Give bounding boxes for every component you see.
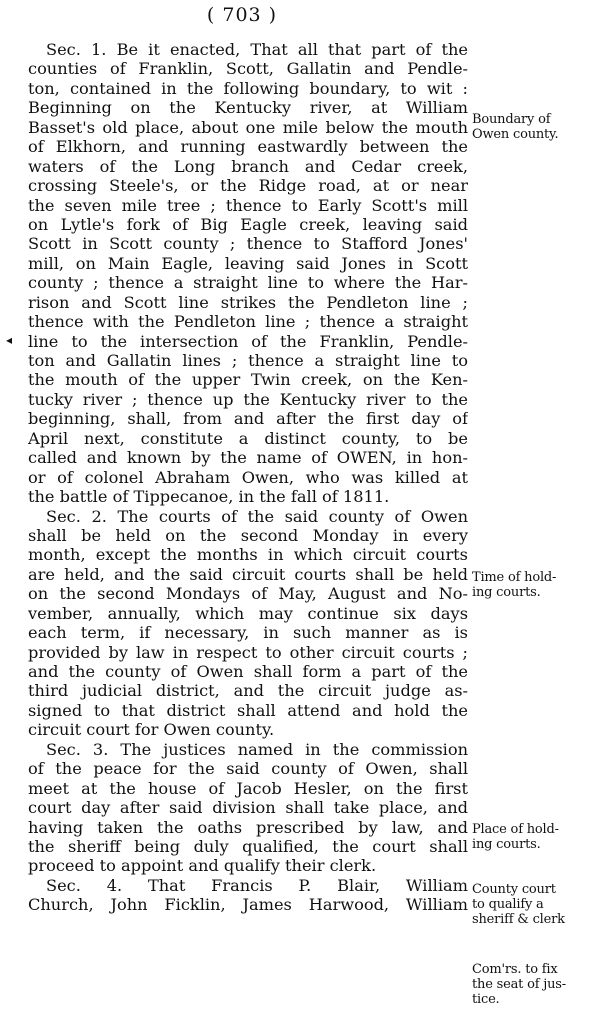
- text-line: the mouth of the upper Twin creek, on the Ken-: [28, 370, 468, 390]
- text-line: of the peace for the said county of Owen, shall: [28, 759, 468, 779]
- text-line: Sec. 3. The justices named in the commission: [46, 739, 468, 759]
- text-line: of Elkhorn, and running eastwardly between the: [28, 137, 468, 157]
- text-line: are held, and the said circuit courts shall be held: [28, 564, 468, 584]
- text-line: Basset's old place, about one mile below the mouth: [28, 117, 468, 137]
- text-line: each term, if necessary, in such manner as is: [28, 623, 468, 643]
- text-line: the battle of Tippecanoe, in the fall of 1811.: [28, 487, 390, 507]
- text-line: the seven mile tree ; thence to Early Scott's mill: [28, 195, 468, 215]
- body-text: [28, 40, 468, 915]
- text-line: Beginning on the Kentucky river, at William: [28, 98, 468, 118]
- text-line: county ; thence a straight line to where the Har-: [28, 273, 468, 293]
- text-line: Sec. 4. That Francis P. Blair, William: [46, 875, 468, 895]
- text-line: tucky river ; thence up the Kentucky river to the: [28, 389, 468, 409]
- text-line: the sheriff being duly qualified, the court shall: [28, 836, 468, 856]
- text-line: meet at the house of Jacob Hesler, on the first: [28, 778, 468, 798]
- text-line: or of colonel Abraham Owen, who was killed at: [28, 467, 468, 487]
- text-line: ton, contained in the following boundary, to wit :: [28, 78, 468, 98]
- margin-note-place-of-holding-courts: Place of hold- ing courts.: [472, 822, 559, 852]
- text-line: on the second Mondays of May, August and No-: [28, 584, 468, 604]
- text-line: counties of Franklin, Scott, Gallatin and Pendle-: [28, 59, 468, 79]
- text-line: rison and Scott line strikes the Pendleton line ;: [28, 292, 468, 312]
- margin-note-boundary: Boundary of Owen county.: [472, 112, 559, 142]
- text-line: Scott in Scott county ; thence to Stafford Jones': [28, 234, 468, 254]
- text-line: circuit court for Owen county.: [28, 720, 275, 740]
- margin-arrow-mark: ◂: [6, 333, 13, 347]
- page-number: ( 703 ): [206, 4, 278, 26]
- text-line: shall be held on the second Monday in every: [28, 525, 468, 545]
- text-line: April next, constitute a distinct county, to be: [28, 428, 468, 448]
- text-line: provided by law in respect to other circuit courts ;: [28, 642, 468, 662]
- text-line: vember, annually, which may continue six days: [28, 603, 468, 623]
- text-line: mill, on Main Eagle, leaving said Jones in Scott: [28, 253, 468, 273]
- text-line: waters of the Long branch and Cedar creek,: [28, 156, 468, 176]
- text-line: Sec. 2. The courts of the said county of Owen: [46, 506, 468, 526]
- text-line: on Lytle's fork of Big Eagle creek, leaving said: [28, 214, 468, 234]
- text-line: proceed to appoint and qualify their clerk.: [28, 856, 377, 876]
- margin-note-commissioners: Com'rs. to fix the seat of jus- tice.: [472, 962, 566, 1007]
- text-line: court day after said division shall take place, and: [28, 798, 468, 818]
- text-line: beginning, shall, from and after the first day of: [28, 409, 468, 429]
- text-line: crossing Steele's, or the Ridge road, at or near: [28, 176, 468, 196]
- margin-note-time-of-holding-courts: Time of hold- ing courts.: [472, 570, 557, 600]
- text-line: line to the intersection of the Franklin, Pendle-: [28, 331, 468, 351]
- text-line: thence with the Pendleton line ; thence a straight: [28, 312, 468, 332]
- text-line: signed to that district shall attend and hold the: [28, 700, 468, 720]
- text-line: ton and Gallatin lines ; thence a straight line to: [28, 351, 468, 370]
- text-line: third judicial district, and the circuit judge as-: [28, 681, 468, 701]
- text-line: having taken the oaths prescribed by law, and: [28, 817, 468, 837]
- text-line: and the county of Owen shall form a part of the: [28, 662, 468, 681]
- margin-note-county-court: County court to qualify a sheriff & clerk: [472, 882, 565, 927]
- text-line: month, except the months in which circuit courts: [28, 545, 468, 565]
- text-line: called and known by the name of OWEN, in hon-: [28, 448, 468, 468]
- text-line: Church, John Ficklin, James Harwood, William: [28, 895, 468, 915]
- text-line: Sec. 1. Be it enacted, That all that part of the: [46, 40, 468, 59]
